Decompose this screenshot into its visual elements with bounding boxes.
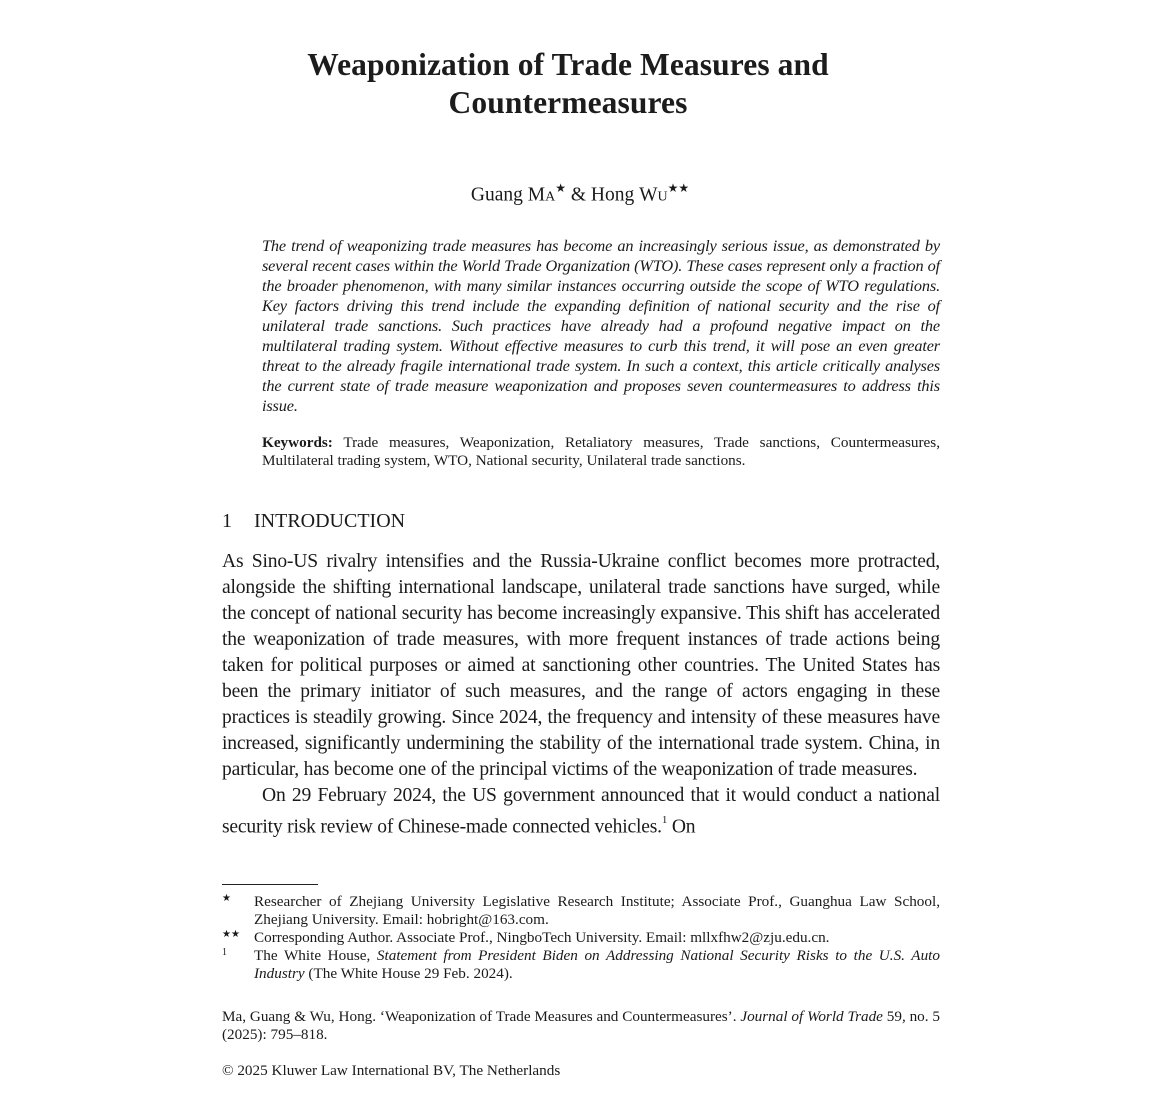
paragraph-2 [222,783,940,841]
abstract: The trend of weaponizing trade measures has become an increasingly serious issue, as demonstrated by several recent cases within the World Trade Organization (WTO). These cases represent only a fraction of the broader phenomenon, with many similar instances occurring outside the scope of WTO regulations. Key factors driving this trend include the expanding definition of national security and the rise of unilateral trade sanctions. Such practices have already had a profound negative impact on the multilateral trading system. Without effective measures to curb this trend, it will pose an even greater threat to the already fragile international trade system. In such a context, this article critically analyses the current state of trade measure weaponization and proposes seven countermeasures to address this issue. [262,236,940,415]
footnote-mark: ★★ [222,929,240,940]
footnote-mark: 1 [222,947,227,958]
body-text [222,549,940,841]
footnote-1 [222,947,940,983]
keywords [262,434,940,470]
author-2-first-name: Hong [590,184,635,206]
author-separator: & [570,184,586,206]
footnotes [222,893,940,983]
citation-suffix: 59, no. 5 (2025): 795–818. [222,1008,941,1043]
paragraph-2-continuation: On [667,816,696,838]
citation [222,1008,940,1044]
footnote-reference-1[interactable]: 1 [661,814,668,826]
section-heading [222,508,405,534]
author-1-first-name: Guang [470,184,523,206]
footnote-text-prefix: The White House, [254,947,377,964]
title-line-2: Countermeasures [448,85,688,120]
title-line-1: Weaponization of Trade Measures and [307,47,829,82]
author-1-last-name: Ma [527,184,556,206]
author-2-last-name: Wu [639,184,668,206]
keywords-list: Trade measures, Weaponization, Retaliatory measures, Trade sanctions, Countermeasures, Multilateral trading system, WTO, National security, Unilateral trade sanctions. [262,434,940,469]
keywords-label: Keywords: [262,434,333,451]
author-line [0,176,1160,209]
footnote-mark: ★ [222,893,231,904]
section-number: 1 [222,510,232,532]
paragraph-1: As Sino-US rivalry intensifies and the Russia-Ukraine conflict becomes more protracted, alongside the shifting international landscape, unilateral trade sanctions have surged, while the concept of national security has become increasingly expansive. This shift has accelerated the weaponization of trade measures, with more frequent instances of trade actions being taken for political purposes or aimed at sanctioning other countries. The United States has been the primary initiator of such measures, and the range of actors engaging in these practices is steadily growing. Since 2024, the frequency and intensity of these measures have increased, significantly undermining the stability of the international trade system. China, in particular, has become one of the principal victims of the weaponization of trade measures. [222,551,940,780]
author-2-footnote-mark[interactable]: ★★ [667,181,690,195]
citation-journal: Journal of World Trade [740,1008,883,1025]
footnote-text: Researcher of Zhejiang University Legislative Research Institute; Associate Prof., Guanghua Law School, Zhejiang University. Email: hobright@163.com. [254,893,940,928]
citation-prefix: Ma, Guang & Wu, Hong. ‘Weaponization of Trade Measures and Countermeasures’. [222,1008,741,1025]
footnote-author-1 [222,893,940,929]
section-title: INTRODUCTION [254,510,406,532]
footnote-text: Corresponding Author. Associate Prof., NingboTech University. Email: mllxfhw2@zju.edu.cn. [254,929,830,946]
author-1-footnote-mark[interactable]: ★ [555,181,566,195]
footnote-source-title: Statement from President Biden on Addressing National Security Risks to the U.S. Auto Industry [254,947,940,982]
copyright-notice: © 2025 Kluwer Law International BV, The Netherlands [222,1062,561,1079]
footnote-text-suffix: (The White House 29 Feb. 2024). [304,965,513,982]
footnote-divider [222,884,318,885]
footnote-author-2 [222,929,940,947]
paragraph-2-text: On 29 February 2024, the US government announced that it would conduct a national security risk review of Chinese-made connected vehicles. [222,785,940,838]
paper-title [0,46,1136,122]
